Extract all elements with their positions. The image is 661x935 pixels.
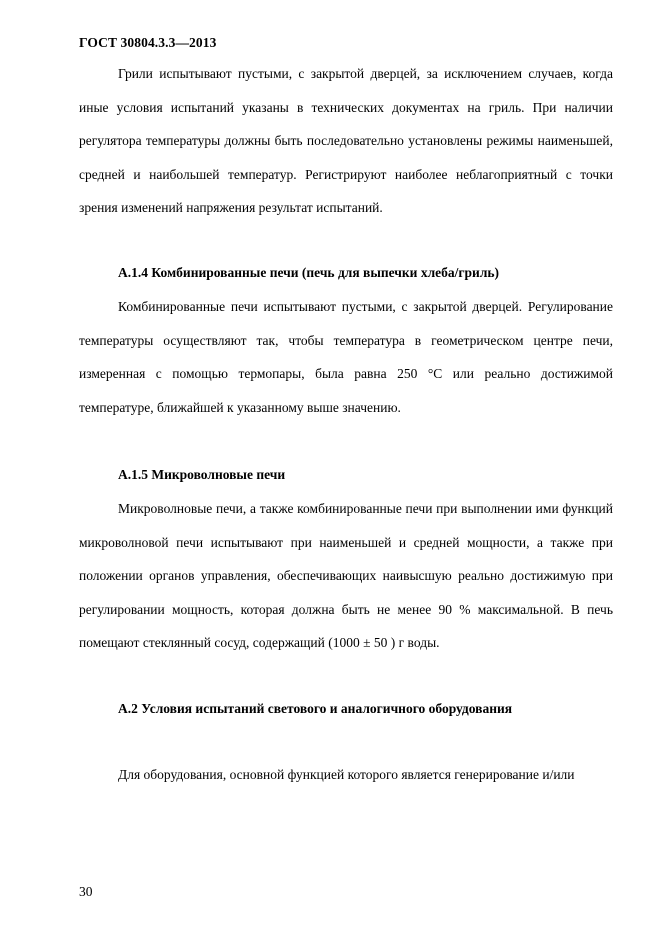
- document-header: ГОСТ 30804.3.3—2013: [79, 35, 217, 50]
- paragraph-microwave-ovens: Микроволновые печи, а также комбинированные печи при выполнении ими функций микроволновой печи испытывают при наименьшей и средней мощности, а также при положении органов управления, обеспечивающих наивысшую реально достижимую при регулировании мощность, которая должна быть не менее 90 % максимальной. В печь помещают стеклянный сосуд, содержащий (1000 ± 50 ) г воды.: [79, 501, 613, 651]
- page-number: 30: [79, 884, 93, 899]
- paragraph-grills: Грили испытывают пустыми, с закрытой дверцей, за исключением случаев, когда иные условия испытаний указаны в технических документах на гриль. При наличии регулятора температуры должны быть последовательно установлены режимы наименьшей, средней и наибольшей температур. Регистрируют наиболее неблагоприятный с точки зрения изменений напряжения результат испытаний.: [79, 66, 613, 216]
- paragraph-lighting-equipment: Для оборудования, основной функцией которого является генерирование и/или: [118, 767, 575, 782]
- section-heading-a14: А.1.4 Комбинированные печи (печь для выпечки хлеба/гриль): [118, 265, 500, 280]
- section-heading-a15: А.1.5 Микроволновые печи: [118, 467, 286, 482]
- paragraph-combined-ovens: Комбинированные печи испытывают пустыми, с закрытой дверцей. Регулирование температуры осуществляют так, чтобы температура в геометрическом центре печи, измеренная с помощью термопары, была равна 250 °С или реально достижимой температуре, ближайшей к указанному выше значению.: [79, 299, 613, 415]
- section-heading-a2: А.2 Условия испытаний светового и аналогичного оборудования: [118, 701, 513, 716]
